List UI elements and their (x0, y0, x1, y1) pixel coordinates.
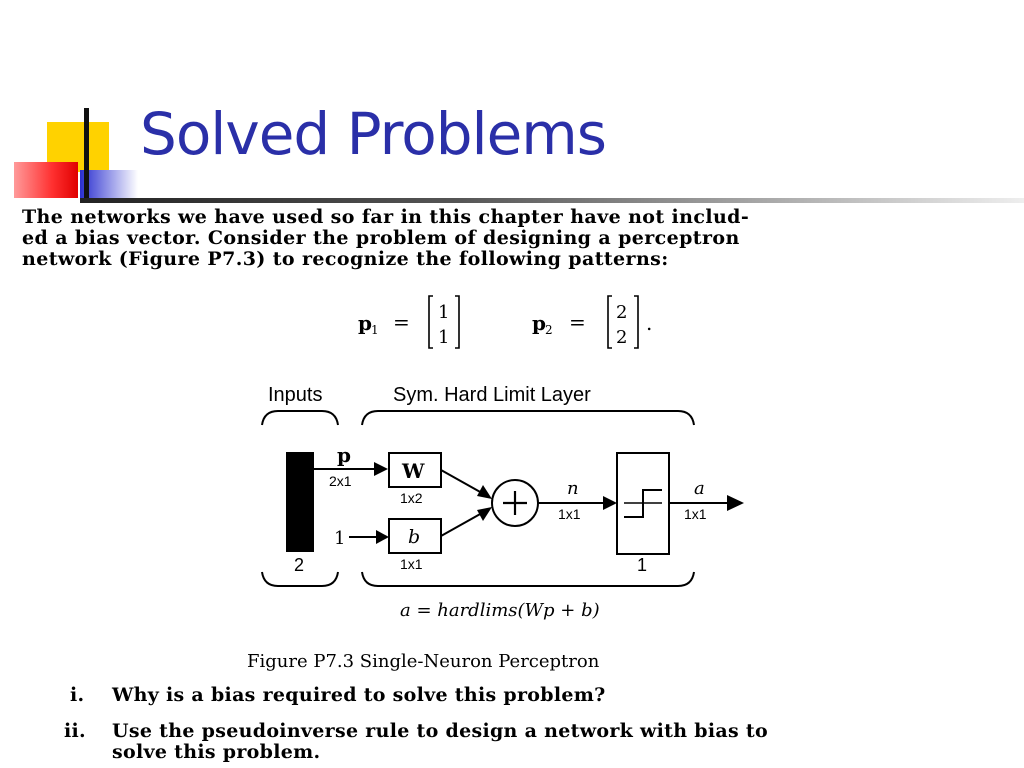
a-label: a (694, 478, 705, 499)
p-arrowhead (374, 462, 388, 476)
b-to-sum-arrowhead (477, 507, 492, 521)
pattern-p1 (358, 296, 459, 348)
n-arrowhead (603, 496, 617, 510)
n-label: n (567, 478, 579, 499)
n-dimension: 1x1 (558, 506, 581, 522)
weight-dimension: 1x2 (400, 490, 423, 506)
network-equation: a = hardlims(Wp + b) (400, 600, 600, 621)
perceptron-diagram (262, 384, 744, 586)
w-to-sum-arrowhead (477, 485, 492, 499)
intro-line: ed a bias vector. Consider the problem of designing a perceptron (22, 227, 740, 249)
p1-subscript: 1 (371, 323, 379, 337)
bias-dimension: 1x1 (400, 556, 423, 572)
p-label: p (337, 443, 351, 467)
input-size-label: 2 (294, 555, 305, 575)
p1-equals: = (393, 310, 410, 334)
p1-symbol: p (358, 311, 372, 335)
input-vector-block (286, 452, 314, 552)
question-number: i. (70, 684, 85, 706)
inputs-brace-top (262, 411, 338, 425)
a-arrowhead (727, 495, 744, 511)
intro-line: The networks we have used so far in this chapter have not includ- (22, 206, 750, 228)
question-number: ii. (64, 720, 86, 742)
question-ii (64, 721, 994, 765)
a-dimension: 1x1 (684, 506, 707, 522)
question-i (70, 685, 970, 707)
b-to-sum-line (441, 513, 482, 536)
intro-line: network (Figure P7.3) to recognize the following patterns: (22, 248, 669, 270)
layer-label: Sym. Hard Limit Layer (393, 384, 591, 406)
p2-period: . (646, 311, 653, 335)
slide-title: Solved Problems (140, 100, 607, 168)
pattern-p2 (532, 296, 652, 348)
question-text: solve this problem. (112, 741, 321, 763)
p2-symbol: p (532, 311, 546, 335)
question-text: Use the pseudoinverse rule to design a network with bias to (112, 720, 768, 742)
p2-equals: = (569, 310, 586, 334)
layer-size-label: 1 (637, 555, 648, 575)
bias-input-label: 1 (334, 528, 346, 549)
p1-value: 1 (438, 302, 450, 323)
figure-caption: Figure P7.3 Single-Neuron Perceptron (247, 651, 600, 672)
w-to-sum-line (441, 470, 482, 493)
p2-subscript: 2 (545, 323, 553, 337)
p1-value: 1 (438, 327, 450, 348)
bias-label: b (408, 526, 421, 548)
bias-input-arrowhead (376, 530, 389, 544)
p-dimension: 2x1 (329, 473, 352, 489)
question-text: Why is a bias required to solve this problem? (112, 684, 606, 706)
weight-label: W (402, 459, 425, 483)
p2-value: 2 (616, 302, 628, 323)
inputs-label: Inputs (268, 384, 323, 406)
p2-value: 2 (616, 327, 628, 348)
layer-brace-top (362, 411, 694, 425)
